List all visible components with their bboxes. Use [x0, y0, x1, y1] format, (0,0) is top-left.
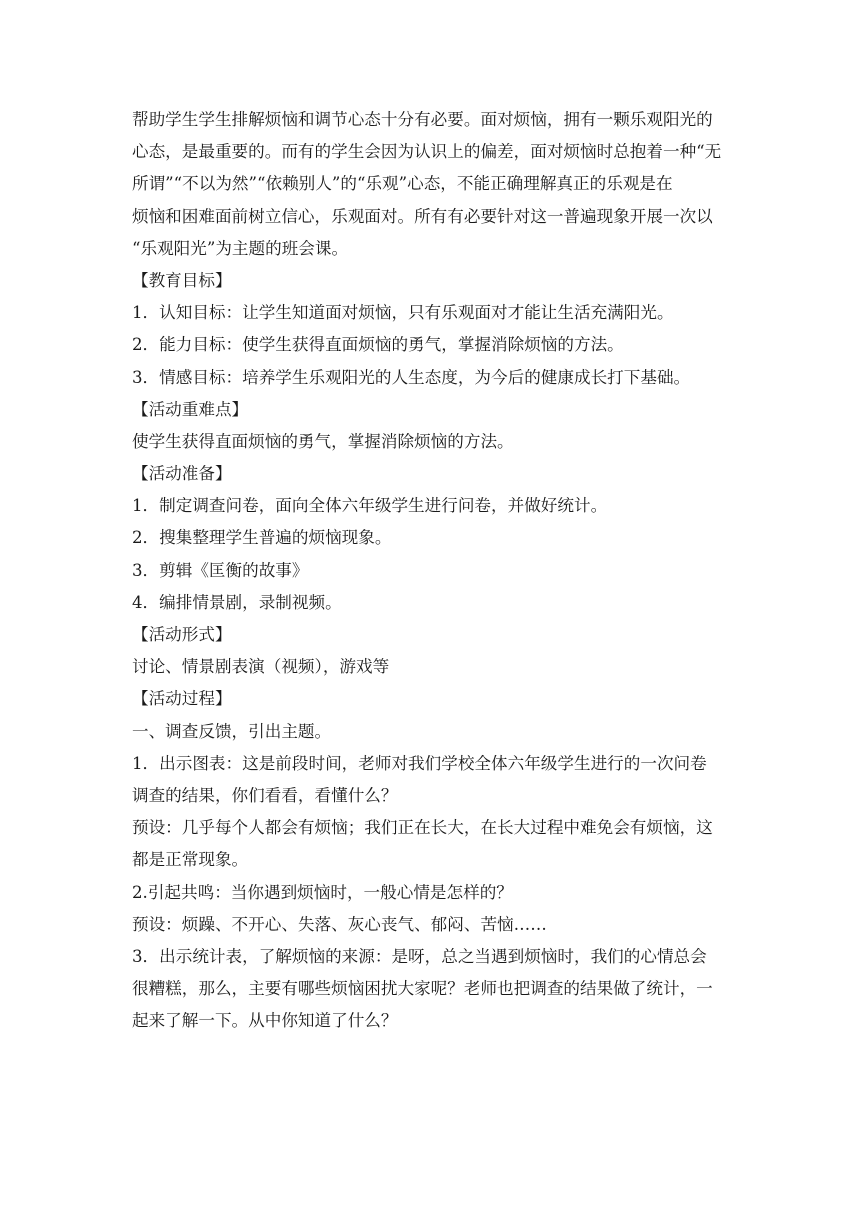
process-line-4: 都是正常现象。 [132, 850, 249, 870]
process-line-3: 预设：几乎每个人都会有烦恼；我们正在长大，在长大过程中难免会有烦恼，这 [132, 818, 713, 838]
goal-item-3: 3．情感目标：培养学生乐观阳光的人生态度，为今后的健康成长打下基础。 [132, 367, 691, 387]
process-line-6: 预设：烦躁、不开心、失落、灰心丧气、郁闷、苦恼…… [132, 914, 547, 934]
preparation-item-4: 4．编排情景剧，录制视频。 [132, 592, 342, 612]
intro-line-4: 烦恼和困难面前树立信心，乐观面对。所有有必要针对这一普遍现象开展一次以 [132, 206, 713, 226]
section-heading-key-points: 【活动重难点】 [132, 399, 249, 419]
format-text: 讨论、情景剧表演（视频），游戏等 [132, 657, 390, 677]
process-line-9: 起来了解一下。从中你知道了什么？ [132, 1011, 398, 1031]
section-heading-process: 【活动过程】 [132, 689, 232, 709]
process-line-5: 2.引起共鸣：当你遇到烦恼时，一般心情是怎样的？ [132, 882, 513, 902]
preparation-item-2: 2．搜集整理学生普遍的烦恼现象。 [132, 528, 392, 548]
process-line-8: 很糟糕，那么，主要有哪些烦恼困扰大家呢？老师也把调查的结果做了统计，一 [132, 979, 713, 999]
process-line-7: 3．出示统计表，了解烦恼的来源：是呀，总之当遇到烦恼时，我们的心情总会 [132, 946, 707, 966]
process-line-2: 调查的结果，你们看看，看懂什么？ [132, 785, 398, 805]
section-heading-format: 【活动形式】 [132, 625, 232, 644]
intro-line-2: 心态，是最重要的。而有的学生会因为认识上的偏差，面对烦恼时总抱着一种“无 [132, 142, 722, 162]
intro-line-1: 帮助学生学生排解烦恼和调节心态十分有必要。面对烦恼，拥有一颗乐观阳光的 [132, 110, 713, 129]
preparation-item-3: 3．剪辑《匡衡的故事》 [132, 560, 309, 580]
intro-line-5: “乐观阳光”为主题的班会课。 [132, 238, 349, 258]
goal-item-2: 2．能力目标：使学生获得直面烦恼的勇气，掌握消除烦恼的方法。 [132, 335, 624, 355]
process-line-1: 1．出示图表：这是前段时间，老师对我们学校全体六年级学生进行的一次问卷 [132, 753, 707, 773]
intro-line-3: 所谓”“不以为然”“依赖别人”的“乐观”心态，不能正确理解真正的乐观是在 [132, 174, 673, 194]
key-points-text: 使学生获得直面烦恼的勇气，掌握消除烦恼的方法。 [132, 431, 514, 451]
document-body [132, 104, 732, 1037]
process-step-heading: 一、调查反馈，引出主题。 [132, 721, 332, 741]
goal-item-1: 1．认知目标：让学生知道面对烦恼，只有乐观面对才能让生活充满阳光。 [132, 303, 674, 323]
section-heading-preparation: 【活动准备】 [132, 464, 232, 484]
section-heading-goals: 【教育目标】 [132, 270, 232, 290]
preparation-item-1: 1．制定调查问卷，面向全体六年级学生进行问卷，并做好统计。 [132, 496, 608, 516]
